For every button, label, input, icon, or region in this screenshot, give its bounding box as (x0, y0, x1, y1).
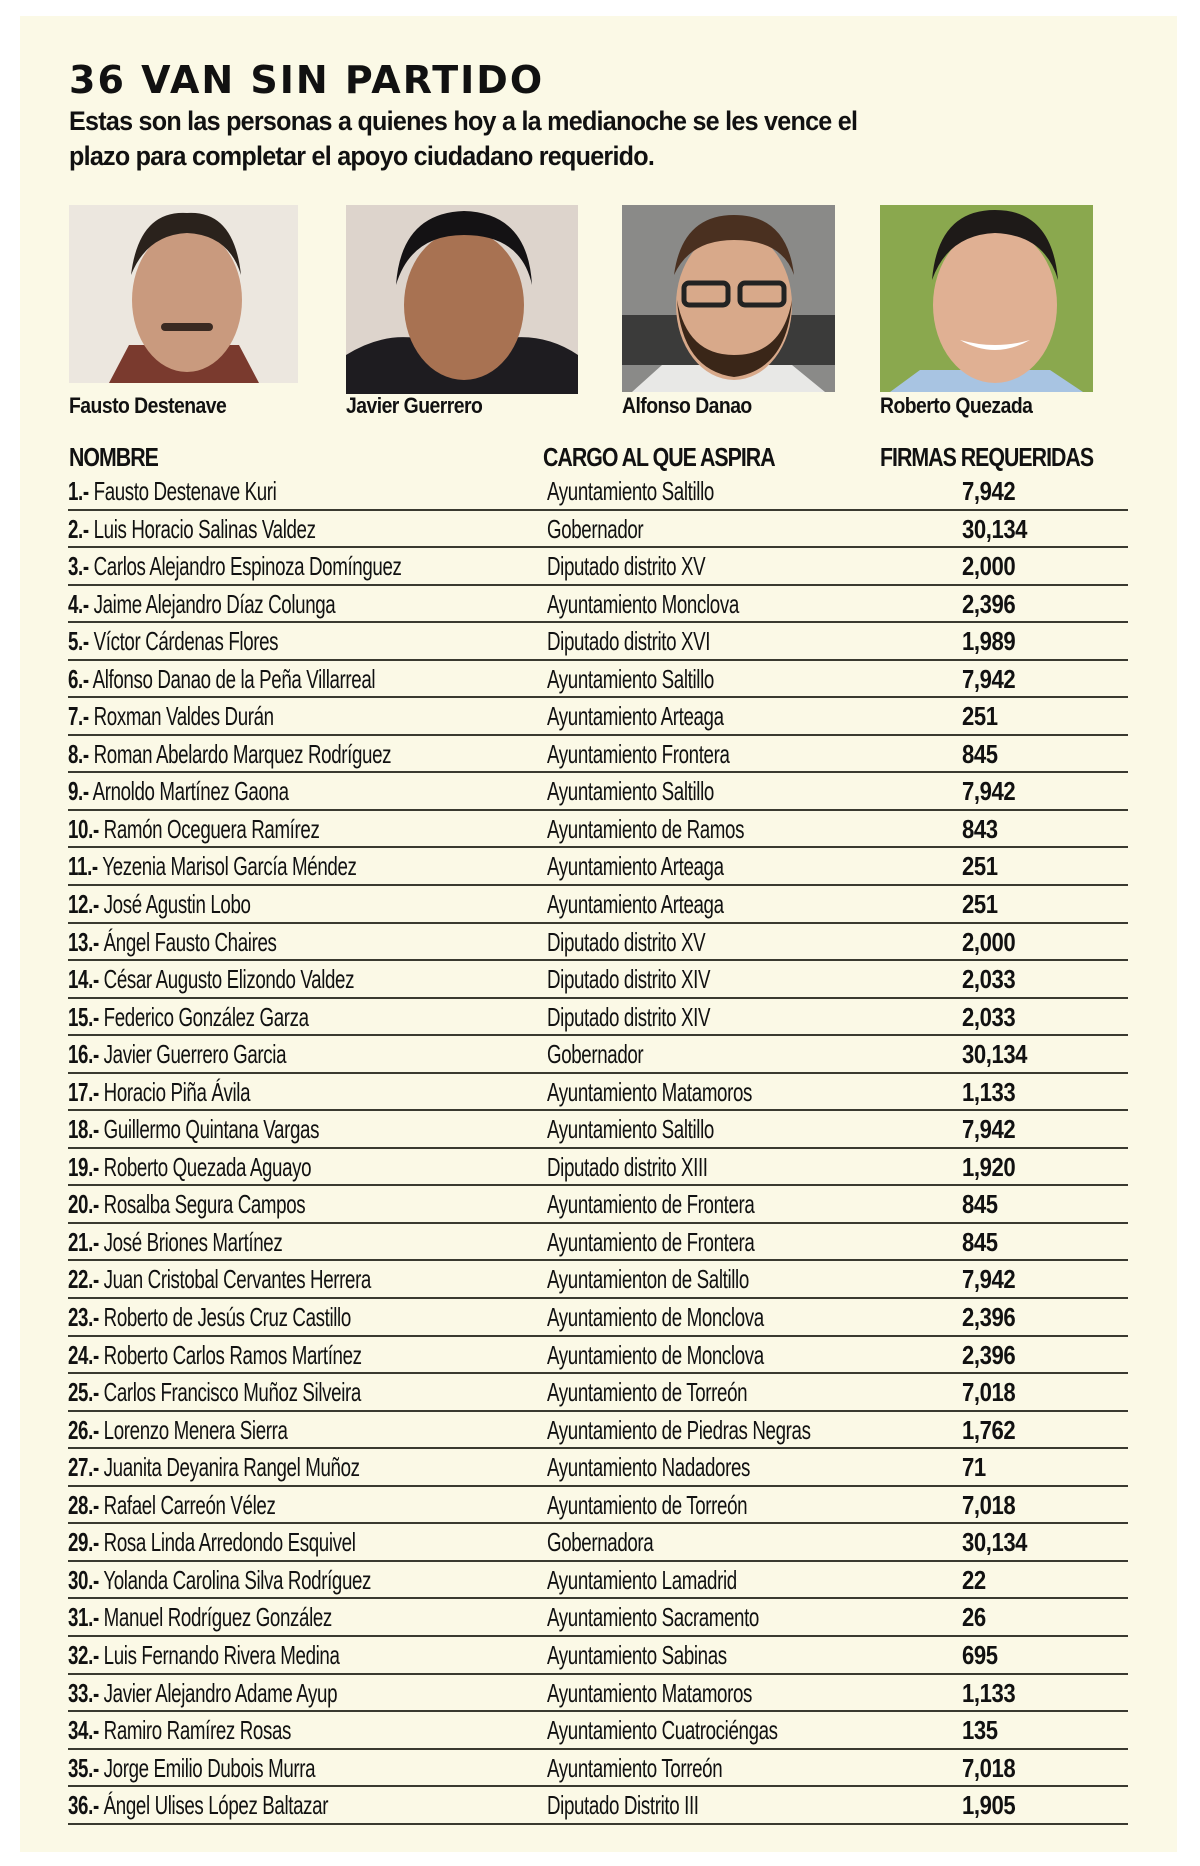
row-number: 10.- (68, 813, 99, 844)
office-sought: Ayuntamiento Cuatrociéngas (547, 1715, 778, 1746)
column-header-cargo: CARGO AL QUE ASPIRA (543, 442, 775, 472)
name-text: Carlos Francisco Muñoz Silveira (103, 1377, 361, 1408)
name-text: César Augusto Elizondo Valdez (103, 964, 355, 995)
candidate-name (68, 851, 357, 881)
row-number: 8.- (68, 738, 89, 769)
table-row (68, 661, 1128, 699)
office-sought: Ayuntamiento Monclova (547, 588, 739, 619)
signatures-required: 30,134 (962, 1527, 1028, 1558)
office-sought: Ayuntamiento de Torreón (547, 1377, 748, 1408)
name-text: Horacio Piña Ávila (103, 1076, 251, 1107)
office-sought: Ayuntamiento Frontera (547, 738, 730, 769)
name-text: Roman Abelardo Marquez Rodríguez (93, 738, 392, 769)
table-row (68, 1412, 1128, 1450)
row-number: 34.- (68, 1715, 99, 1746)
table-row (68, 886, 1128, 924)
table-row (68, 548, 1128, 586)
name-text: Jorge Emilio Dubois Murra (103, 1752, 316, 1783)
row-number: 24.- (68, 1339, 99, 1370)
row-number: 14.- (68, 964, 99, 995)
office-sought: Ayuntamiento de Frontera (547, 1189, 755, 1220)
table-row (68, 999, 1128, 1037)
office-sought: Gobernador (547, 1039, 644, 1070)
page-title: 36 VAN SIN PARTIDO (69, 58, 545, 102)
table-row (68, 1299, 1128, 1337)
photo-alfonso-danao (622, 205, 835, 392)
candidate-name (68, 1039, 286, 1069)
name-text: Víctor Cárdenas Flores (93, 626, 279, 657)
signatures-required: 845 (962, 738, 998, 769)
office-sought: Gobernador (547, 513, 644, 544)
office-sought: Gobernadora (547, 1527, 654, 1558)
signatures-required: 7,018 (962, 1377, 1016, 1408)
table-row (68, 924, 1128, 962)
signatures-required: 2,033 (962, 1001, 1016, 1032)
office-sought: Diputado distrito XIII (547, 1151, 708, 1182)
candidate-name (68, 1678, 337, 1708)
table-row (68, 1787, 1128, 1825)
photo-javier-guerrero (346, 205, 578, 394)
table-row (68, 1036, 1128, 1074)
name-text: Yolanda Carolina Silva Rodríguez (103, 1564, 372, 1595)
name-text: Jaime Alejandro Díaz Colunga (93, 588, 336, 619)
candidate-name (68, 1527, 355, 1557)
office-sought: Ayuntamiento de Frontera (547, 1226, 755, 1257)
candidate-name (68, 1152, 311, 1182)
signatures-required: 2,033 (962, 964, 1016, 995)
table-row (68, 586, 1128, 624)
signatures-required: 71 (962, 1452, 986, 1483)
signatures-required: 7,942 (962, 1114, 1016, 1145)
name-text: Rafael Carreón Vélez (103, 1489, 276, 1520)
candidate-name (68, 1340, 362, 1370)
candidate-name (68, 476, 276, 506)
name-text: Guillermo Quintana Vargas (103, 1114, 320, 1145)
signatures-required: 251 (962, 889, 998, 920)
photo-caption: Alfonso Danao (622, 393, 752, 418)
table-row (68, 1261, 1128, 1299)
row-number: 36.- (68, 1790, 99, 1821)
office-sought: Ayuntamiento Sacramento (547, 1602, 759, 1633)
signatures-required: 1,920 (962, 1151, 1016, 1182)
name-text: Ángel Ulises López Baltazar (103, 1790, 329, 1821)
column-header-nombre: NOMBRE (69, 442, 158, 472)
name-text: Ramón Oceguera Ramírez (103, 813, 320, 844)
table-row (68, 1524, 1128, 1562)
candidate-name (68, 739, 391, 769)
name-text: Juanita Deyanira Rangel Muñoz (103, 1452, 360, 1483)
signatures-required: 7,942 (962, 476, 1016, 506)
office-sought: Ayuntamiento de Monclova (547, 1302, 764, 1333)
row-number: 28.- (68, 1489, 99, 1520)
office-sought: Ayuntamiento Arteaga (547, 701, 724, 732)
candidate-name (68, 551, 402, 581)
office-sought: Ayuntamiento de Piedras Negras (547, 1414, 811, 1445)
candidate-name (68, 1002, 309, 1032)
office-sought: Diputado distrito XIV (547, 964, 711, 995)
signatures-required: 1,905 (962, 1790, 1016, 1821)
signatures-required: 1,762 (962, 1414, 1016, 1445)
name-text: Ramiro Ramírez Rosas (103, 1715, 291, 1746)
row-number: 2.- (68, 513, 89, 544)
office-sought: Ayuntamiento Torreón (547, 1752, 723, 1783)
row-number: 9.- (68, 776, 89, 807)
page-subtitle: Estas son las personas a quienes hoy a la medianoche se les vence el plazo para completar el apoyo ciudadano requerido. (69, 106, 858, 171)
row-number: 31.- (68, 1602, 99, 1633)
signatures-required: 2,000 (962, 926, 1016, 957)
name-text: Fausto Destenave Kuri (93, 476, 277, 506)
signatures-required: 843 (962, 813, 998, 844)
row-number: 35.- (68, 1752, 99, 1783)
candidate-name (68, 1753, 315, 1783)
candidates-table (68, 473, 1128, 1825)
signatures-required: 2,000 (962, 551, 1016, 582)
office-sought: Ayuntamiento Matamoros (547, 1677, 753, 1708)
table-row (68, 1186, 1128, 1224)
table-row (68, 1562, 1128, 1600)
table-row (68, 961, 1128, 999)
row-number: 27.- (68, 1452, 99, 1483)
candidate-name (68, 514, 316, 544)
signatures-required: 22 (962, 1564, 986, 1595)
name-text: Luis Fernando Rivera Medina (103, 1639, 340, 1670)
table-row (68, 848, 1128, 886)
name-text: Luis Horacio Salinas Valdez (93, 513, 316, 544)
office-sought: Ayuntamiento Matamoros (547, 1076, 753, 1107)
candidate-name (68, 1227, 282, 1257)
table-row (68, 1074, 1128, 1112)
signatures-required: 7,942 (962, 1264, 1016, 1295)
candidate-name (68, 1114, 319, 1144)
name-text: Rosalba Segura Campos (103, 1189, 306, 1220)
candidate-name (68, 1790, 328, 1820)
name-text: José Agustin Lobo (103, 889, 251, 920)
table-row (68, 1111, 1128, 1149)
row-number: 21.- (68, 1226, 99, 1257)
table-row (68, 1374, 1128, 1412)
office-sought: Ayuntamiento Nadadores (547, 1452, 750, 1483)
signatures-required: 30,134 (962, 1039, 1028, 1070)
photo-caption: Javier Guerrero (346, 393, 483, 418)
signatures-required: 1,133 (962, 1076, 1016, 1107)
signatures-required: 845 (962, 1226, 998, 1257)
candidate-name (68, 589, 335, 619)
name-text: Federico González Garza (103, 1001, 309, 1032)
candidate-name (68, 664, 375, 694)
office-sought: Ayuntamiento Saltillo (547, 1114, 714, 1145)
candidate-name (68, 814, 319, 844)
office-sought: Ayuntamiento de Ramos (547, 813, 745, 844)
office-sought: Ayuntamiento Sabinas (547, 1639, 727, 1670)
office-sought: Diputado distrito XVI (547, 626, 711, 657)
table-row (68, 1487, 1128, 1525)
table-row (68, 1449, 1128, 1487)
candidate-name (68, 1602, 332, 1632)
photo-caption: Roberto Quezada (880, 393, 1033, 418)
signatures-required: 135 (962, 1715, 998, 1746)
row-number: 20.- (68, 1189, 99, 1220)
candidate-name (68, 1302, 351, 1332)
row-number: 26.- (68, 1414, 99, 1445)
office-sought: Ayuntamiento Lamadrid (547, 1564, 737, 1595)
row-number: 18.- (68, 1114, 99, 1145)
column-header-firmas: FIRMAS REQUERIDAS (880, 442, 1094, 472)
name-text: Arnoldo Martínez Gaona (92, 776, 289, 807)
signatures-required: 7,942 (962, 776, 1016, 807)
table-row (68, 698, 1128, 736)
name-text: Javier Guerrero Garcia (103, 1039, 287, 1070)
row-number: 5.- (68, 626, 89, 657)
name-text: Rosa Linda Arredondo Esquivel (103, 1527, 356, 1558)
row-number: 1.- (68, 476, 89, 506)
signatures-required: 1,989 (962, 626, 1016, 657)
candidate-name (68, 1415, 288, 1445)
photo-fausto-destenave (69, 205, 298, 383)
signatures-required: 251 (962, 701, 998, 732)
table-row (68, 736, 1128, 774)
name-text: Javier Alejandro Adame Ayup (103, 1677, 338, 1708)
candidate-name (68, 889, 251, 919)
table-row (68, 1337, 1128, 1375)
table-row (68, 1750, 1128, 1788)
office-sought: Diputado distrito XV (547, 551, 706, 582)
row-number: 4.- (68, 588, 89, 619)
table-row (68, 1224, 1128, 1262)
name-text: José Briones Martínez (103, 1226, 283, 1257)
candidate-name (68, 1264, 371, 1294)
row-number: 29.- (68, 1527, 99, 1558)
signatures-required: 845 (962, 1189, 998, 1220)
signatures-required: 251 (962, 851, 998, 882)
office-sought: Diputado distrito XV (547, 926, 706, 957)
candidate-name (68, 1377, 361, 1407)
name-text: Ángel Fausto Chaires (103, 926, 277, 957)
office-sought: Ayuntamiento Saltillo (547, 776, 714, 807)
name-text: Juan Cristobal Cervantes Herrera (103, 1264, 371, 1295)
photo-caption: Fausto Destenave (69, 393, 227, 418)
table-row (68, 1149, 1128, 1187)
name-text: Yezenia Marisol García Méndez (102, 851, 357, 882)
name-text: Roxman Valdes Durán (93, 701, 274, 732)
row-number: 32.- (68, 1639, 99, 1670)
name-text: Carlos Alejandro Espinoza Domínguez (93, 551, 402, 582)
signatures-required: 26 (962, 1602, 986, 1633)
signatures-required: 695 (962, 1639, 998, 1670)
table-row (68, 511, 1128, 549)
name-text: Manuel Rodríguez González (103, 1602, 332, 1633)
name-text: Alfonso Danao de la Peña Villarreal (92, 663, 376, 694)
table-row (68, 1712, 1128, 1750)
candidate-name (68, 1640, 340, 1670)
name-text: Roberto Carlos Ramos Martínez (103, 1339, 362, 1370)
candidate-name (68, 1490, 275, 1520)
signatures-required: 2,396 (962, 1339, 1016, 1370)
office-sought: Ayuntamiento de Monclova (547, 1339, 764, 1370)
candidate-name (68, 964, 354, 994)
row-number: 15.- (68, 1001, 99, 1032)
row-number: 11.- (68, 851, 98, 882)
row-number: 23.- (68, 1302, 99, 1333)
signatures-required: 1,133 (962, 1677, 1016, 1708)
office-sought: Ayuntamiento Saltillo (547, 476, 714, 506)
office-sought: Diputado distrito XIV (547, 1001, 711, 1032)
row-number: 3.- (68, 551, 89, 582)
candidate-name (68, 1077, 250, 1107)
candidate-name (68, 701, 274, 731)
table-row (68, 773, 1128, 811)
signatures-required: 7,018 (962, 1752, 1016, 1783)
candidate-name (68, 776, 289, 806)
name-text: Roberto de Jesús Cruz Castillo (103, 1302, 351, 1333)
photo-roberto-quezada (880, 205, 1093, 392)
office-sought: Diputado Distrito III (547, 1790, 699, 1821)
row-number: 7.- (68, 701, 89, 732)
candidate-name (68, 927, 276, 957)
table-row (68, 811, 1128, 849)
candidate-name (68, 1452, 360, 1482)
row-number: 17.- (68, 1076, 99, 1107)
table-row (68, 1599, 1128, 1637)
table-row (68, 473, 1128, 511)
name-text: Lorenzo Menera Sierra (103, 1414, 288, 1445)
signatures-required: 2,396 (962, 1302, 1016, 1333)
office-sought: Ayuntamiento Arteaga (547, 889, 724, 920)
row-number: 12.- (68, 889, 99, 920)
row-number: 30.- (68, 1564, 99, 1595)
table-row (68, 1675, 1128, 1713)
row-number: 13.- (68, 926, 99, 957)
candidate-name (68, 1715, 291, 1745)
row-number: 6.- (68, 663, 89, 694)
candidate-name (68, 1565, 371, 1595)
row-number: 22.- (68, 1264, 99, 1295)
row-number: 33.- (68, 1677, 99, 1708)
candidate-name (68, 1189, 305, 1219)
row-number: 19.- (68, 1151, 99, 1182)
name-text: Roberto Quezada Aguayo (103, 1151, 312, 1182)
office-sought: Ayuntamiento Arteaga (547, 851, 724, 882)
candidate-name (68, 626, 278, 656)
table-row (68, 1637, 1128, 1675)
row-number: 25.- (68, 1377, 99, 1408)
row-number: 16.- (68, 1039, 99, 1070)
office-sought: Ayuntamiento Saltillo (547, 663, 714, 694)
signatures-required: 30,134 (962, 513, 1028, 544)
signatures-required: 7,942 (962, 663, 1016, 694)
table-row (68, 623, 1128, 661)
signatures-required: 7,018 (962, 1489, 1016, 1520)
office-sought: Ayuntamiento de Torreón (547, 1489, 748, 1520)
office-sought: Ayuntamienton de Saltillo (547, 1264, 749, 1295)
signatures-required: 2,396 (962, 588, 1016, 619)
